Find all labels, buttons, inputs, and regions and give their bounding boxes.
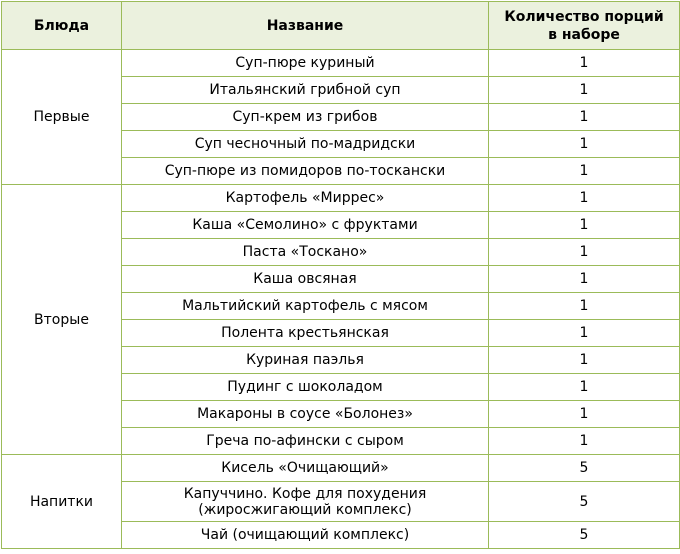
dish-qty: 1 [489, 266, 680, 293]
dish-qty: 1 [489, 401, 680, 428]
table-row [2, 185, 680, 212]
dish-qty: 1 [489, 374, 680, 401]
dish-name: Полента крестьянская [122, 320, 489, 347]
dish-qty: 1 [489, 239, 680, 266]
dish-name: Пудинг с шоколадом [122, 374, 489, 401]
dish-name: Суп-крем из грибов [122, 104, 489, 131]
dish-name: Картофель «Миррес» [122, 185, 489, 212]
dish-name: Кисель «Очищающий» [122, 455, 489, 482]
dish-name-line2: (жиросжигающий комплекс) [198, 501, 412, 518]
dish-qty: 1 [489, 185, 680, 212]
dish-qty: 1 [489, 428, 680, 455]
dish-name: Чай (очищающий комплекс) [122, 522, 489, 549]
table-row [2, 455, 680, 482]
dish-qty: 5 [489, 482, 680, 522]
dish-qty: 1 [489, 104, 680, 131]
meal-set-table [1, 1, 680, 549]
dish-qty: 1 [489, 77, 680, 104]
dish-qty: 1 [489, 50, 680, 77]
dish-name: Паста «Тоскано» [122, 239, 489, 266]
dish-qty: 1 [489, 293, 680, 320]
dish-name: Мальтийский картофель с мясом [122, 293, 489, 320]
dish-name: Каша овсяная [122, 266, 489, 293]
dish-qty: 1 [489, 320, 680, 347]
dish-name: Макароны в соусе «Болонез» [122, 401, 489, 428]
dish-name: Греча по-афински с сыром [122, 428, 489, 455]
dish-name: Суп-пюре куриный [122, 50, 489, 77]
dish-qty: 1 [489, 212, 680, 239]
dish-qty: 5 [489, 522, 680, 549]
header-quantity-line1: Количество порций [504, 8, 664, 25]
dish-qty: 1 [489, 347, 680, 374]
dish-name-line1: Капуччино. Кофе для похудения [183, 485, 427, 502]
category-cell-second: Вторые [2, 185, 122, 455]
dish-name [122, 482, 489, 522]
dish-name: Куриная паэлья [122, 347, 489, 374]
table-row [2, 50, 680, 77]
header-quantity-line2: в наборе [548, 26, 620, 43]
header-row [2, 2, 680, 50]
dish-qty: 5 [489, 455, 680, 482]
category-cell-drinks: Напитки [2, 455, 122, 549]
dish-qty: 1 [489, 158, 680, 185]
header-name: Название [122, 2, 489, 50]
dish-name: Каша «Семолино» с фруктами [122, 212, 489, 239]
dish-name: Суп чесночный по-мадридски [122, 131, 489, 158]
dish-name: Итальянский грибной суп [122, 77, 489, 104]
dish-qty: 1 [489, 131, 680, 158]
dish-name: Суп-пюре из помидоров по-тоскански [122, 158, 489, 185]
header-quantity [489, 2, 680, 50]
category-cell-first: Первые [2, 50, 122, 185]
header-category: Блюда [2, 2, 122, 50]
